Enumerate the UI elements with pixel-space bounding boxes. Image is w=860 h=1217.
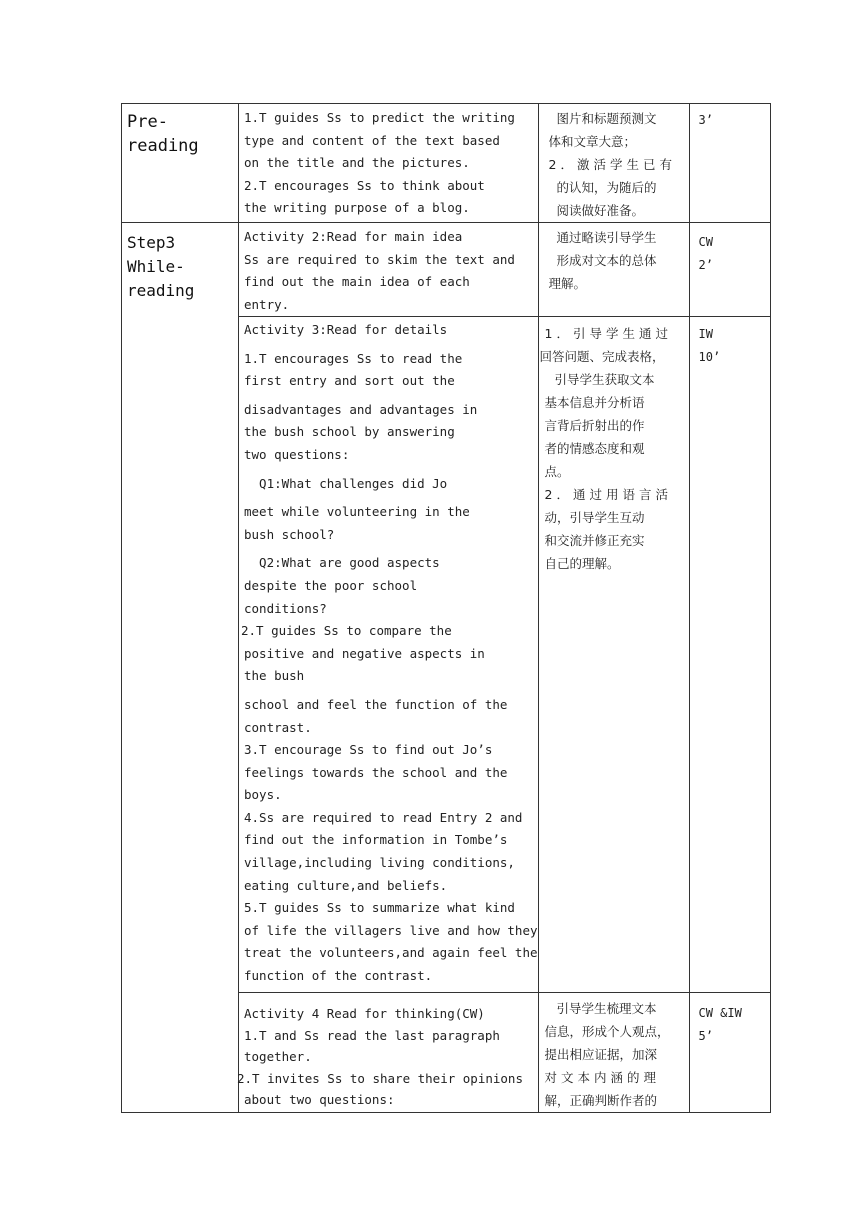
process-line: together. bbox=[244, 1049, 312, 1064]
grouping-mode: IW bbox=[698, 327, 713, 341]
process-line: despite the poor school bbox=[244, 577, 418, 593]
aim-line: 解，正确判断作者的 bbox=[544, 1093, 658, 1108]
process-line: treat the volunteers,and again feel the bbox=[244, 945, 538, 961]
time-value: 5’ bbox=[698, 1029, 713, 1043]
process-line: Ss are required to skim the text and bbox=[244, 251, 515, 267]
stage-label: Pre-reading bbox=[127, 112, 199, 156]
process-line: find out the main idea of each bbox=[244, 274, 470, 289]
lesson-plan-table bbox=[121, 103, 771, 1113]
time-cell bbox=[689, 993, 770, 1113]
aim-line: 动，引导学生互动 bbox=[544, 510, 645, 525]
aim-line: 自己的理解。 bbox=[544, 556, 620, 571]
process-line: school and feel the function of the bbox=[244, 696, 508, 712]
process-line: disadvantages and advantages in bbox=[244, 401, 478, 417]
aim-cell bbox=[538, 993, 689, 1113]
aim-line: 回答问题、完成表格， bbox=[539, 349, 665, 364]
process-line: bush school? bbox=[244, 526, 335, 542]
aim-line: 提出相应证据，加深 bbox=[544, 1047, 658, 1062]
process-cell bbox=[239, 104, 539, 223]
question-line: Q2:What are good aspects bbox=[244, 555, 440, 571]
time-cell bbox=[689, 317, 770, 993]
aim-line: 言背后折射出的作 bbox=[544, 418, 645, 433]
aim-line: 点。 bbox=[544, 464, 570, 479]
process-line: 3.T encourage Ss to find out Jo’s bbox=[244, 742, 493, 758]
process-line: the bush bbox=[244, 668, 305, 684]
aim-line: 者的情感态度和观 bbox=[544, 441, 645, 456]
aim-cell bbox=[538, 223, 689, 317]
process-line: first entry and sort out the bbox=[244, 373, 455, 389]
stage-cell bbox=[122, 223, 239, 1113]
question-line: Q1:What challenges did Jo bbox=[244, 475, 448, 491]
aim-line: 基本信息并分析语 bbox=[544, 395, 645, 410]
process-line: eating culture,and beliefs. bbox=[244, 877, 448, 893]
process-line: contrast. bbox=[244, 719, 312, 735]
step-label: Step3 bbox=[127, 233, 176, 252]
process-line: 2.T guides Ss to compare the bbox=[241, 623, 452, 639]
aim-line: 引导学生获取文本 bbox=[554, 372, 655, 387]
process-line: boys. bbox=[244, 787, 282, 803]
aim-line: 形成对文本的总体 bbox=[556, 253, 657, 268]
table-row bbox=[122, 104, 771, 223]
aim-line: 阅读做好准备。 bbox=[556, 203, 645, 218]
time-value: 2’ bbox=[698, 258, 713, 272]
aim-line: 图片和标题预测文 bbox=[556, 111, 657, 126]
aim-line: 2．激活学生已有 bbox=[548, 157, 676, 172]
table-row bbox=[122, 223, 771, 317]
process-line: 1.T encourages Ss to read the bbox=[244, 350, 463, 366]
aim-line: 体和文章大意； bbox=[548, 134, 637, 149]
aim-line: 1．引导学生通过 bbox=[544, 326, 672, 341]
process-line: on the title and the pictures. bbox=[244, 155, 470, 170]
aim-line: 的认知，为随后的 bbox=[556, 180, 657, 195]
time-value: 10’ bbox=[698, 350, 721, 364]
process-line: type and content of the text based bbox=[244, 132, 500, 148]
stage-cell bbox=[122, 104, 239, 223]
process-cell bbox=[239, 317, 539, 993]
process-line: find out the information in Tombe’s bbox=[244, 832, 508, 848]
aim-cell bbox=[538, 317, 689, 993]
process-line: about two questions: bbox=[244, 1092, 395, 1107]
aim-line: 引导学生梳理文本 bbox=[556, 1001, 657, 1016]
process-line: positive and negative aspects in bbox=[244, 645, 485, 661]
process-line: village,including living conditions, bbox=[244, 855, 515, 871]
process-line: entry. bbox=[244, 296, 290, 312]
process-line: of life the villagers live and how they bbox=[244, 922, 538, 938]
process-line: 2.T invites Ss to share their opinions bbox=[237, 1070, 523, 1086]
aim-line: 通过略读引导学生 bbox=[556, 230, 657, 245]
process-line: meet while volunteering in the bbox=[244, 504, 470, 520]
process-line: 2.T encourages Ss to think about bbox=[244, 177, 485, 193]
process-line: the writing purpose of a blog. bbox=[244, 200, 470, 215]
process-line: function of the contrast. bbox=[244, 968, 433, 984]
process-line: conditions? bbox=[244, 600, 327, 616]
process-line: 4.Ss are required to read Entry 2 and bbox=[244, 809, 523, 825]
process-line: the bush school by answering bbox=[244, 424, 455, 440]
stage-label: While-reading bbox=[127, 257, 195, 300]
aim-line: 和交流并修正充实 bbox=[544, 533, 645, 548]
aim-line: 理解。 bbox=[548, 276, 587, 291]
process-cell bbox=[239, 993, 539, 1113]
process-cell bbox=[239, 223, 539, 317]
process-line: 1.T guides Ss to predict the writing bbox=[244, 110, 515, 125]
aim-line: 信息，形成个人观点， bbox=[544, 1024, 670, 1039]
process-line: two questions: bbox=[244, 446, 350, 462]
time-cell bbox=[689, 104, 770, 223]
time-cell bbox=[689, 223, 770, 317]
activity-title: Activity 3:Read for details bbox=[244, 322, 448, 337]
process-line: feelings towards the school and the bbox=[244, 764, 508, 780]
activity-title: Activity 4 Read for thinking(CW) bbox=[244, 1006, 485, 1021]
grouping-mode: CW &IW bbox=[698, 1006, 742, 1020]
process-line: 1.T and Ss read the last paragraph bbox=[244, 1027, 500, 1043]
aim-line: 对文本内涵的理 bbox=[544, 1070, 661, 1085]
aim-cell bbox=[538, 104, 689, 223]
aim-line: 2．通过用语言活 bbox=[544, 487, 672, 502]
grouping-mode: CW bbox=[698, 235, 713, 249]
process-line: 5.T guides Ss to summarize what kind bbox=[244, 900, 515, 916]
time-value: 3’ bbox=[698, 113, 713, 127]
activity-title: Activity 2:Read for main idea bbox=[244, 229, 463, 244]
